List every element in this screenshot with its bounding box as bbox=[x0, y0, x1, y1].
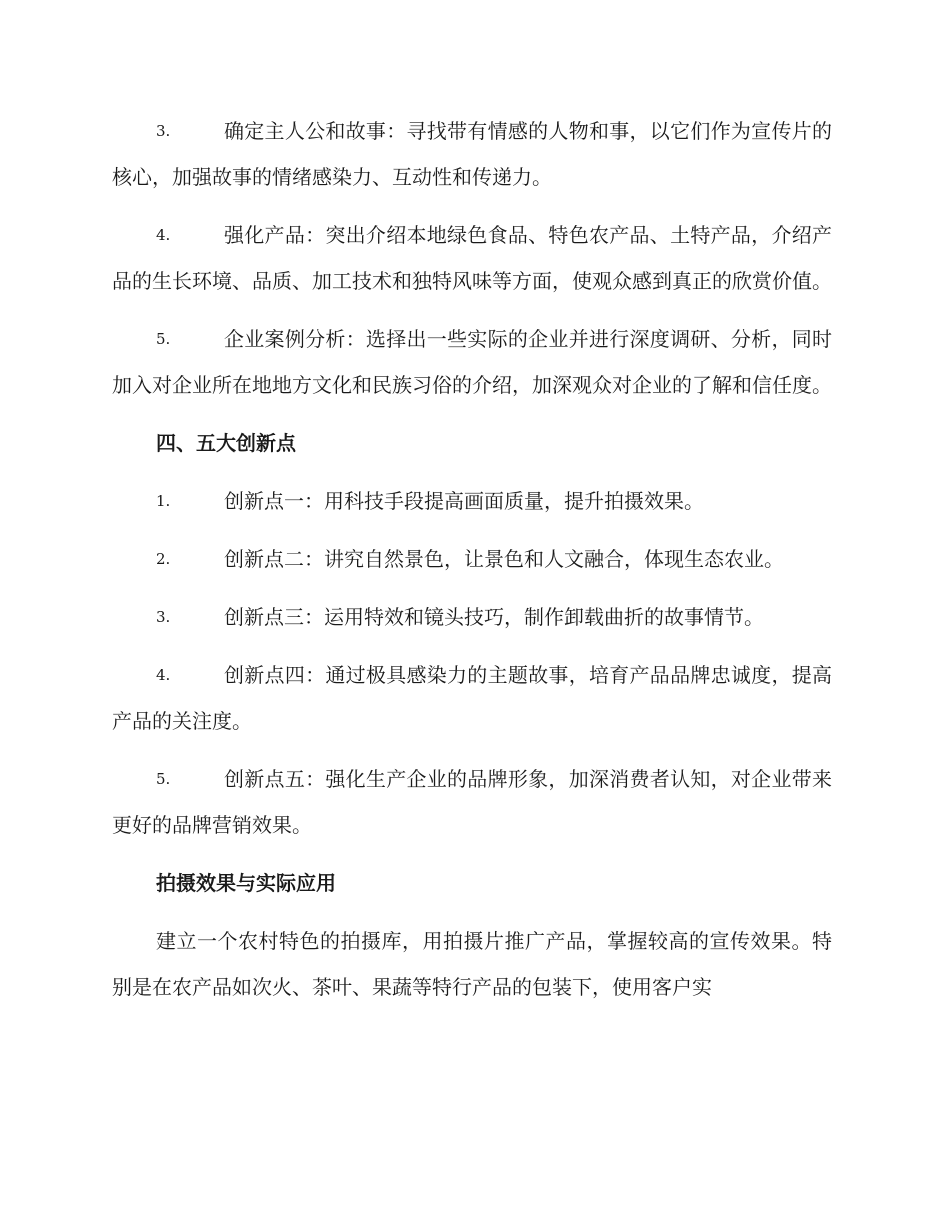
list-item bbox=[112, 316, 832, 408]
list-item bbox=[112, 652, 832, 744]
list-item bbox=[112, 478, 832, 524]
list-number: 4. bbox=[156, 226, 171, 244]
list-number: 4. bbox=[156, 666, 171, 684]
list-number: 1. bbox=[156, 492, 171, 510]
document-page bbox=[112, 108, 832, 1010]
list-text: 创新点二：讲究自然景色，让景色和人文融合，体现生态农业。 bbox=[224, 547, 784, 571]
list-text: 创新点三：运用特效和镜头技巧，制作卸载曲折的故事情节。 bbox=[224, 605, 764, 629]
list-text: 确定主人公和故事：寻找带有情感的人物和事，以它们作为宣传片的核心，加强故事的情绪感染力、互动性和传递力。 bbox=[112, 119, 832, 189]
list-item bbox=[112, 594, 832, 640]
list-text: 创新点四：通过极具感染力的主题故事，培育产品品牌忠诚度，提高产品的关注度。 bbox=[112, 663, 832, 733]
list-item bbox=[112, 536, 832, 582]
section-heading-application: 拍摄效果与实际应用 bbox=[156, 871, 336, 895]
list-number: 2. bbox=[156, 550, 171, 568]
list-number: 5. bbox=[156, 330, 171, 348]
list-text: 企业案例分析：选择出一些实际的企业并进行深度调研、分析，同时加入对企业所在地地方文化和民族习俗的介绍，加深观众对企业的了解和信任度。 bbox=[112, 327, 832, 397]
list-number: 5. bbox=[156, 770, 171, 788]
body-paragraph: 建立一个农村特色的拍摄库，用拍摄片推广产品，掌握较高的宣传效果。特别是在农产品如次火、茶叶、果蔬等特行产品的包装下，使用客户实 bbox=[112, 929, 832, 999]
list-text: 创新点五：强化生产企业的品牌形象，加深消费者认知，对企业带来更好的品牌营销效果。 bbox=[112, 767, 832, 837]
list-item bbox=[112, 108, 832, 200]
list-item bbox=[112, 212, 832, 304]
list-number: 3. bbox=[156, 122, 171, 140]
list-item bbox=[112, 756, 832, 848]
list-number: 3. bbox=[156, 608, 171, 626]
list-text: 创新点一：用科技手段提高画面质量，提升拍摄效果。 bbox=[224, 489, 704, 513]
list-text: 强化产品：突出介绍本地绿色食品、特色农产品、土特产品，介绍产品的生长环境、品质、加工技术和独特风味等方面，使观众感到真正的欣赏价值。 bbox=[112, 223, 832, 293]
section-heading-innovations: 四、五大创新点 bbox=[156, 431, 296, 455]
